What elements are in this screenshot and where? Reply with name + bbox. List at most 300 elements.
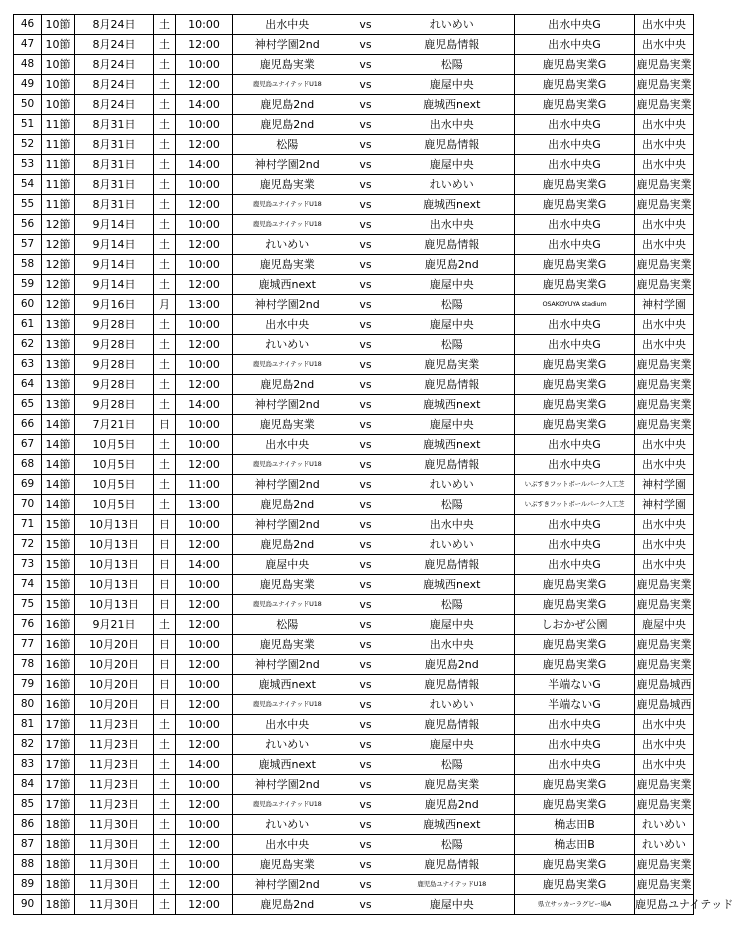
kickoff-time-cell: 12:00 bbox=[176, 275, 233, 295]
versus-label-cell: vs bbox=[342, 95, 390, 115]
home-team-cell: 神村学園2nd bbox=[233, 155, 342, 175]
home-team-cell: 神村学園2nd bbox=[233, 775, 342, 795]
versus-label-cell: vs bbox=[342, 435, 390, 455]
match-number-cell: 53 bbox=[14, 155, 42, 175]
table-row bbox=[14, 95, 694, 115]
host-cell: 鹿屋中央 bbox=[635, 615, 694, 635]
match-date-cell: 11月23日 bbox=[75, 735, 154, 755]
match-number-cell: 89 bbox=[14, 875, 42, 895]
host-cell: 鹿児島実業 bbox=[635, 75, 694, 95]
host-cell: 鹿児島実業 bbox=[635, 175, 694, 195]
away-team-cell: れいめい bbox=[390, 175, 515, 195]
venue-cell: 鹿児島実業G bbox=[515, 855, 635, 875]
match-date-cell: 8月31日 bbox=[75, 135, 154, 155]
home-team-cell: 鹿児島ユナイテッドU18 bbox=[233, 75, 342, 95]
versus-label-cell: vs bbox=[342, 715, 390, 735]
venue-cell: 鹿児島実業G bbox=[515, 255, 635, 275]
home-team-cell: 鹿城西next bbox=[233, 675, 342, 695]
versus-label-cell: vs bbox=[342, 595, 390, 615]
table-row bbox=[14, 635, 694, 655]
home-team-cell: 鹿児島ユナイテッドU18 bbox=[233, 695, 342, 715]
away-team-cell: 鹿城西next bbox=[390, 95, 515, 115]
venue-cell: 出水中央G bbox=[515, 515, 635, 535]
table-row bbox=[14, 815, 694, 835]
weekday-cell: 土 bbox=[154, 495, 176, 515]
weekday-cell: 日 bbox=[154, 655, 176, 675]
versus-label-cell: vs bbox=[342, 35, 390, 55]
home-team-cell: 神村学園2nd bbox=[233, 295, 342, 315]
away-team-cell: 鹿児島ユナイテッドU18 bbox=[390, 875, 515, 895]
host-cell: 出水中央 bbox=[635, 135, 694, 155]
versus-label-cell: vs bbox=[342, 335, 390, 355]
match-date-cell: 10月5日 bbox=[75, 475, 154, 495]
kickoff-time-cell: 10:00 bbox=[176, 355, 233, 375]
match-number-cell: 85 bbox=[14, 795, 42, 815]
round-cell: 10節 bbox=[42, 75, 75, 95]
venue-cell: 鹿児島実業G bbox=[515, 355, 635, 375]
weekday-cell: 日 bbox=[154, 675, 176, 695]
home-team-cell: 鹿児島実業 bbox=[233, 415, 342, 435]
round-cell: 14節 bbox=[42, 435, 75, 455]
table-row bbox=[14, 355, 694, 375]
weekday-cell: 土 bbox=[154, 735, 176, 755]
kickoff-time-cell: 12:00 bbox=[176, 35, 233, 55]
weekday-cell: 土 bbox=[154, 375, 176, 395]
away-team-cell: 出水中央 bbox=[390, 515, 515, 535]
venue-cell: 鹿児島実業G bbox=[515, 415, 635, 435]
host-cell: 鹿児島実業 bbox=[635, 95, 694, 115]
host-cell: 鹿児島実業 bbox=[635, 415, 694, 435]
match-number-cell: 65 bbox=[14, 395, 42, 415]
host-cell: 鹿児島実業 bbox=[635, 575, 694, 595]
match-date-cell: 8月31日 bbox=[75, 115, 154, 135]
table-row bbox=[14, 315, 694, 335]
venue-cell: 鹿児島実業G bbox=[515, 575, 635, 595]
match-number-cell: 55 bbox=[14, 195, 42, 215]
match-number-cell: 47 bbox=[14, 35, 42, 55]
host-cell: 出水中央 bbox=[635, 335, 694, 355]
match-number-cell: 62 bbox=[14, 335, 42, 355]
match-date-cell: 11月30日 bbox=[75, 815, 154, 835]
versus-label-cell: vs bbox=[342, 75, 390, 95]
match-number-cell: 56 bbox=[14, 215, 42, 235]
versus-label-cell: vs bbox=[342, 315, 390, 335]
match-number-cell: 61 bbox=[14, 315, 42, 335]
weekday-cell: 土 bbox=[154, 835, 176, 855]
host-cell: 鹿児島実業 bbox=[635, 395, 694, 415]
kickoff-time-cell: 12:00 bbox=[176, 75, 233, 95]
kickoff-time-cell: 10:00 bbox=[176, 515, 233, 535]
kickoff-time-cell: 10:00 bbox=[176, 255, 233, 275]
weekday-cell: 土 bbox=[154, 255, 176, 275]
host-cell: れいめい bbox=[635, 815, 694, 835]
round-cell: 16節 bbox=[42, 655, 75, 675]
away-team-cell: 鹿児島情報 bbox=[390, 135, 515, 155]
round-cell: 14節 bbox=[42, 415, 75, 435]
table-row bbox=[14, 495, 694, 515]
kickoff-time-cell: 12:00 bbox=[176, 835, 233, 855]
home-team-cell: 出水中央 bbox=[233, 835, 342, 855]
match-date-cell: 8月24日 bbox=[75, 35, 154, 55]
match-date-cell: 9月16日 bbox=[75, 295, 154, 315]
weekday-cell: 土 bbox=[154, 715, 176, 735]
match-number-cell: 83 bbox=[14, 755, 42, 775]
versus-label-cell: vs bbox=[342, 695, 390, 715]
match-number-cell: 67 bbox=[14, 435, 42, 455]
home-team-cell: 神村学園2nd bbox=[233, 475, 342, 495]
weekday-cell: 土 bbox=[154, 355, 176, 375]
weekday-cell: 土 bbox=[154, 875, 176, 895]
home-team-cell: 鹿児島2nd bbox=[233, 115, 342, 135]
home-team-cell: 鹿児島実業 bbox=[233, 175, 342, 195]
round-cell: 13節 bbox=[42, 335, 75, 355]
match-number-cell: 58 bbox=[14, 255, 42, 275]
round-cell: 11節 bbox=[42, 155, 75, 175]
match-date-cell: 9月28日 bbox=[75, 335, 154, 355]
venue-cell: 鹿児島実業G bbox=[515, 75, 635, 95]
round-cell: 15節 bbox=[42, 555, 75, 575]
table-row bbox=[14, 695, 694, 715]
kickoff-time-cell: 10:00 bbox=[176, 715, 233, 735]
kickoff-time-cell: 10:00 bbox=[176, 575, 233, 595]
match-number-cell: 52 bbox=[14, 135, 42, 155]
host-cell: 鹿児島ユナイテッド bbox=[635, 895, 694, 915]
away-team-cell: 鹿城西next bbox=[390, 815, 515, 835]
kickoff-time-cell: 12:00 bbox=[176, 375, 233, 395]
match-date-cell: 10月13日 bbox=[75, 515, 154, 535]
versus-label-cell: vs bbox=[342, 175, 390, 195]
weekday-cell: 土 bbox=[154, 455, 176, 475]
away-team-cell: 鹿屋中央 bbox=[390, 75, 515, 95]
kickoff-time-cell: 13:00 bbox=[176, 295, 233, 315]
venue-cell: 出水中央G bbox=[515, 455, 635, 475]
table-row bbox=[14, 875, 694, 895]
home-team-cell: 鹿城西next bbox=[233, 755, 342, 775]
match-number-cell: 80 bbox=[14, 695, 42, 715]
match-number-cell: 88 bbox=[14, 855, 42, 875]
home-team-cell: 鹿児島実業 bbox=[233, 635, 342, 655]
venue-cell: 鹿児島実業G bbox=[515, 55, 635, 75]
home-team-cell: 神村学園2nd bbox=[233, 875, 342, 895]
away-team-cell: 鹿児島情報 bbox=[390, 455, 515, 475]
host-cell: 出水中央 bbox=[635, 455, 694, 475]
venue-cell: 鹿児島実業G bbox=[515, 795, 635, 815]
home-team-cell: 鹿児島ユナイテッドU18 bbox=[233, 795, 342, 815]
table-row bbox=[14, 515, 694, 535]
match-date-cell: 10月5日 bbox=[75, 455, 154, 475]
away-team-cell: 鹿屋中央 bbox=[390, 155, 515, 175]
venue-cell: 出水中央G bbox=[515, 555, 635, 575]
match-date-cell: 10月13日 bbox=[75, 535, 154, 555]
host-cell: 出水中央 bbox=[635, 735, 694, 755]
table-row bbox=[14, 755, 694, 775]
host-cell: 鹿児島実業 bbox=[635, 775, 694, 795]
host-cell: 出水中央 bbox=[635, 555, 694, 575]
match-date-cell: 9月28日 bbox=[75, 355, 154, 375]
kickoff-time-cell: 10:00 bbox=[176, 855, 233, 875]
home-team-cell: 鹿城西next bbox=[233, 275, 342, 295]
versus-label-cell: vs bbox=[342, 515, 390, 535]
kickoff-time-cell: 13:00 bbox=[176, 495, 233, 515]
match-date-cell: 9月28日 bbox=[75, 395, 154, 415]
kickoff-time-cell: 12:00 bbox=[176, 335, 233, 355]
home-team-cell: 鹿児島実業 bbox=[233, 55, 342, 75]
round-cell: 18節 bbox=[42, 815, 75, 835]
match-date-cell: 9月21日 bbox=[75, 615, 154, 635]
weekday-cell: 土 bbox=[154, 855, 176, 875]
round-cell: 13節 bbox=[42, 355, 75, 375]
kickoff-time-cell: 14:00 bbox=[176, 755, 233, 775]
versus-label-cell: vs bbox=[342, 875, 390, 895]
table-row bbox=[14, 135, 694, 155]
versus-label-cell: vs bbox=[342, 735, 390, 755]
host-cell: 鹿児島城西 bbox=[635, 695, 694, 715]
home-team-cell: 鹿児島ユナイテッドU18 bbox=[233, 195, 342, 215]
versus-label-cell: vs bbox=[342, 275, 390, 295]
venue-cell: 鹿児島実業G bbox=[515, 775, 635, 795]
kickoff-time-cell: 14:00 bbox=[176, 555, 233, 575]
venue-cell: いぶすきフットボールパーク人工芝 bbox=[515, 495, 635, 515]
match-date-cell: 10月20日 bbox=[75, 655, 154, 675]
away-team-cell: れいめい bbox=[390, 535, 515, 555]
kickoff-time-cell: 14:00 bbox=[176, 395, 233, 415]
match-date-cell: 8月24日 bbox=[75, 15, 154, 35]
home-team-cell: 鹿児島実業 bbox=[233, 255, 342, 275]
kickoff-time-cell: 12:00 bbox=[176, 135, 233, 155]
kickoff-time-cell: 10:00 bbox=[176, 175, 233, 195]
weekday-cell: 土 bbox=[154, 135, 176, 155]
kickoff-time-cell: 10:00 bbox=[176, 215, 233, 235]
match-date-cell: 9月14日 bbox=[75, 235, 154, 255]
table-row bbox=[14, 115, 694, 135]
table-row bbox=[14, 735, 694, 755]
round-cell: 17節 bbox=[42, 775, 75, 795]
weekday-cell: 土 bbox=[154, 315, 176, 335]
venue-cell: 桷志田B bbox=[515, 815, 635, 835]
match-number-cell: 49 bbox=[14, 75, 42, 95]
versus-label-cell: vs bbox=[342, 575, 390, 595]
weekday-cell: 土 bbox=[154, 175, 176, 195]
match-number-cell: 77 bbox=[14, 635, 42, 655]
match-date-cell: 7月21日 bbox=[75, 415, 154, 435]
match-number-cell: 63 bbox=[14, 355, 42, 375]
match-number-cell: 75 bbox=[14, 595, 42, 615]
venue-cell: 出水中央G bbox=[515, 135, 635, 155]
match-date-cell: 9月14日 bbox=[75, 275, 154, 295]
table-row bbox=[14, 895, 694, 915]
round-cell: 13節 bbox=[42, 315, 75, 335]
table-row bbox=[14, 335, 694, 355]
home-team-cell: 鹿児島ユナイテッドU18 bbox=[233, 355, 342, 375]
match-number-cell: 84 bbox=[14, 775, 42, 795]
round-cell: 14節 bbox=[42, 455, 75, 475]
away-team-cell: 鹿城西next bbox=[390, 435, 515, 455]
away-team-cell: 鹿児島情報 bbox=[390, 375, 515, 395]
table-row bbox=[14, 215, 694, 235]
home-team-cell: 鹿児島ユナイテッドU18 bbox=[233, 595, 342, 615]
weekday-cell: 土 bbox=[154, 75, 176, 95]
match-number-cell: 81 bbox=[14, 715, 42, 735]
versus-label-cell: vs bbox=[342, 375, 390, 395]
venue-cell: 出水中央G bbox=[515, 535, 635, 555]
home-team-cell: 神村学園2nd bbox=[233, 395, 342, 415]
versus-label-cell: vs bbox=[342, 395, 390, 415]
host-cell: 神村学園 bbox=[635, 295, 694, 315]
round-cell: 16節 bbox=[42, 615, 75, 635]
host-cell: 鹿児島実業 bbox=[635, 255, 694, 275]
home-team-cell: 松陽 bbox=[233, 135, 342, 155]
weekday-cell: 土 bbox=[154, 815, 176, 835]
match-date-cell: 8月31日 bbox=[75, 155, 154, 175]
match-schedule-table bbox=[13, 14, 733, 915]
versus-label-cell: vs bbox=[342, 895, 390, 915]
away-team-cell: 出水中央 bbox=[390, 635, 515, 655]
weekday-cell: 日 bbox=[154, 555, 176, 575]
host-cell: 出水中央 bbox=[635, 115, 694, 135]
match-date-cell: 9月14日 bbox=[75, 215, 154, 235]
away-team-cell: 鹿屋中央 bbox=[390, 735, 515, 755]
venue-cell: 出水中央G bbox=[515, 435, 635, 455]
match-number-cell: 69 bbox=[14, 475, 42, 495]
venue-cell: 出水中央G bbox=[515, 115, 635, 135]
away-team-cell: 鹿児島情報 bbox=[390, 35, 515, 55]
round-cell: 17節 bbox=[42, 755, 75, 775]
host-cell: 神村学園 bbox=[635, 475, 694, 495]
away-team-cell: 鹿城西next bbox=[390, 395, 515, 415]
host-cell: 鹿児島実業 bbox=[635, 795, 694, 815]
host-cell: 出水中央 bbox=[635, 435, 694, 455]
match-number-cell: 82 bbox=[14, 735, 42, 755]
weekday-cell: 月 bbox=[154, 295, 176, 315]
versus-label-cell: vs bbox=[342, 195, 390, 215]
round-cell: 10節 bbox=[42, 55, 75, 75]
match-number-cell: 50 bbox=[14, 95, 42, 115]
away-team-cell: 鹿屋中央 bbox=[390, 415, 515, 435]
match-date-cell: 8月31日 bbox=[75, 175, 154, 195]
weekday-cell: 日 bbox=[154, 695, 176, 715]
match-number-cell: 74 bbox=[14, 575, 42, 595]
versus-label-cell: vs bbox=[342, 655, 390, 675]
away-team-cell: 鹿城西next bbox=[390, 575, 515, 595]
versus-label-cell: vs bbox=[342, 475, 390, 495]
weekday-cell: 土 bbox=[154, 95, 176, 115]
kickoff-time-cell: 12:00 bbox=[176, 735, 233, 755]
match-number-cell: 73 bbox=[14, 555, 42, 575]
round-cell: 15節 bbox=[42, 515, 75, 535]
match-date-cell: 10月13日 bbox=[75, 555, 154, 575]
host-cell: 鹿児島実業 bbox=[635, 195, 694, 215]
venue-cell: 鹿児島実業G bbox=[515, 275, 635, 295]
host-cell: れいめい bbox=[635, 835, 694, 855]
table-row bbox=[14, 795, 694, 815]
away-team-cell: 鹿児島2nd bbox=[390, 795, 515, 815]
away-team-cell: 鹿児島情報 bbox=[390, 855, 515, 875]
match-number-cell: 79 bbox=[14, 675, 42, 695]
host-cell: 鹿児島実業 bbox=[635, 855, 694, 875]
venue-cell: 出水中央G bbox=[515, 735, 635, 755]
away-team-cell: 鹿児島情報 bbox=[390, 675, 515, 695]
round-cell: 12節 bbox=[42, 295, 75, 315]
match-date-cell: 8月24日 bbox=[75, 55, 154, 75]
venue-cell: 半端ないG bbox=[515, 695, 635, 715]
versus-label-cell: vs bbox=[342, 635, 390, 655]
versus-label-cell: vs bbox=[342, 555, 390, 575]
kickoff-time-cell: 12:00 bbox=[176, 695, 233, 715]
home-team-cell: れいめい bbox=[233, 815, 342, 835]
round-cell: 13節 bbox=[42, 395, 75, 415]
table-row bbox=[14, 615, 694, 635]
table-row bbox=[14, 15, 694, 35]
round-cell: 16節 bbox=[42, 675, 75, 695]
host-cell: 出水中央 bbox=[635, 715, 694, 735]
round-cell: 11節 bbox=[42, 175, 75, 195]
versus-label-cell: vs bbox=[342, 55, 390, 75]
away-team-cell: 鹿児島実業 bbox=[390, 355, 515, 375]
match-number-cell: 87 bbox=[14, 835, 42, 855]
round-cell: 16節 bbox=[42, 695, 75, 715]
away-team-cell: れいめい bbox=[390, 475, 515, 495]
host-cell: 出水中央 bbox=[635, 215, 694, 235]
table-row bbox=[14, 575, 694, 595]
match-date-cell: 9月28日 bbox=[75, 375, 154, 395]
table-row bbox=[14, 275, 694, 295]
home-team-cell: 神村学園2nd bbox=[233, 35, 342, 55]
host-cell: 鹿児島実業 bbox=[635, 355, 694, 375]
match-date-cell: 10月13日 bbox=[75, 575, 154, 595]
host-cell: 鹿児島実業 bbox=[635, 275, 694, 295]
home-team-cell: 鹿児島2nd bbox=[233, 535, 342, 555]
weekday-cell: 土 bbox=[154, 395, 176, 415]
table-row bbox=[14, 835, 694, 855]
away-team-cell: 松陽 bbox=[390, 335, 515, 355]
host-cell: 鹿児島実業 bbox=[635, 875, 694, 895]
venue-cell: 出水中央G bbox=[515, 715, 635, 735]
schedule-body bbox=[14, 15, 733, 915]
weekday-cell: 土 bbox=[154, 235, 176, 255]
table-row bbox=[14, 375, 694, 395]
round-cell: 13節 bbox=[42, 375, 75, 395]
venue-cell: 鹿児島実業G bbox=[515, 595, 635, 615]
venue-cell: 桷志田B bbox=[515, 835, 635, 855]
versus-label-cell: vs bbox=[342, 775, 390, 795]
away-team-cell: 松陽 bbox=[390, 755, 515, 775]
venue-cell: 出水中央G bbox=[515, 315, 635, 335]
match-date-cell: 9月28日 bbox=[75, 315, 154, 335]
round-cell: 17節 bbox=[42, 715, 75, 735]
host-cell: 鹿児島実業 bbox=[635, 635, 694, 655]
versus-label-cell: vs bbox=[342, 815, 390, 835]
venue-cell: 県立サッカーラグビー場A bbox=[515, 895, 635, 915]
weekday-cell: 土 bbox=[154, 115, 176, 135]
weekday-cell: 土 bbox=[154, 35, 176, 55]
away-team-cell: 松陽 bbox=[390, 595, 515, 615]
kickoff-time-cell: 12:00 bbox=[176, 795, 233, 815]
venue-cell: 出水中央G bbox=[515, 155, 635, 175]
venue-cell: 出水中央G bbox=[515, 15, 635, 35]
home-team-cell: 鹿児島2nd bbox=[233, 95, 342, 115]
venue-cell: いぶすきフットボールパーク人工芝 bbox=[515, 475, 635, 495]
weekday-cell: 土 bbox=[154, 155, 176, 175]
match-date-cell: 8月24日 bbox=[75, 75, 154, 95]
table-row bbox=[14, 475, 694, 495]
home-team-cell: 鹿児島ユナイテッドU18 bbox=[233, 215, 342, 235]
host-cell: 出水中央 bbox=[635, 155, 694, 175]
versus-label-cell: vs bbox=[342, 15, 390, 35]
host-cell: 鹿児島城西 bbox=[635, 675, 694, 695]
versus-label-cell: vs bbox=[342, 155, 390, 175]
away-team-cell: 出水中央 bbox=[390, 215, 515, 235]
home-team-cell: 鹿児島2nd bbox=[233, 375, 342, 395]
